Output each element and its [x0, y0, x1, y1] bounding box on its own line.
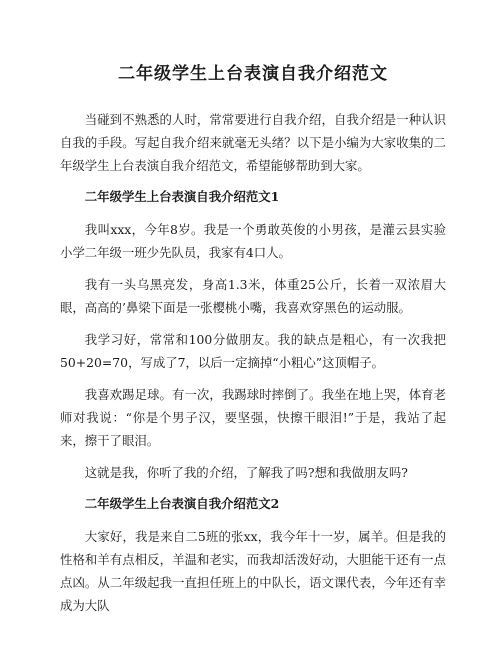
- section-2: [60, 493, 446, 617]
- section-heading: 二年级学生上台表演自我介绍范文1: [84, 189, 280, 204]
- section-paragraph: 这就是我，你听了我的介绍，了解我了吗?想和我做朋友吗?: [84, 465, 408, 480]
- document-title: 二年级学生上台表演自我介绍范文: [118, 64, 388, 84]
- section-paragraph: 我学习好，常常和100分做朋友。我的缺点是粗心，有一次我把50+20=70，写成了7，以后一定摘掉“小粗心”这顶帽子。: [60, 332, 446, 370]
- section-1: [60, 186, 446, 484]
- section-heading: 二年级学生上台表演自我介绍范文2: [84, 496, 280, 511]
- section-paragraph: 我叫xxx，今年8岁。我是一个勇敢英俊的小男孩，是灌云县实验小学二年级一班少先队员，我家有4口人。: [60, 222, 446, 260]
- section-paragraph: 我喜欢踢足球。有一次，我踢球时摔倒了。我坐在地上哭，体育老师对我说：“你是个男子汉，要坚强，快擦干眼泪!”于是，我站了起来，擦干了眼泪。: [60, 387, 446, 448]
- intro-paragraph: 当碰到不熟悉的人时，常常要进行自我介绍，自我介绍是一种认识自我的手段。写起自我介绍来就毫无头绪？以下是小编为大家收集的二年级学生上台表演自我介绍范文，希望能够帮助到大家。: [60, 112, 446, 173]
- section-paragraph: 我有一头乌黑亮发，身高1.3米，体重25公斤，长着一双浓眉大眼，高高的’鼻梁下面是一张樱桃小嘴，我喜欢穿黑色的运动服。: [60, 277, 446, 315]
- section-paragraph: 大家好，我是来自二5班的张xx，我今年十一岁，属羊。但是我的性格和羊有点相反，羊温和老实，而我却活泼好动，大胆能干还有一点点凶。从二年级起我一直担任班上的中队长，语文课代表，今年还有幸成为大队: [60, 529, 446, 613]
